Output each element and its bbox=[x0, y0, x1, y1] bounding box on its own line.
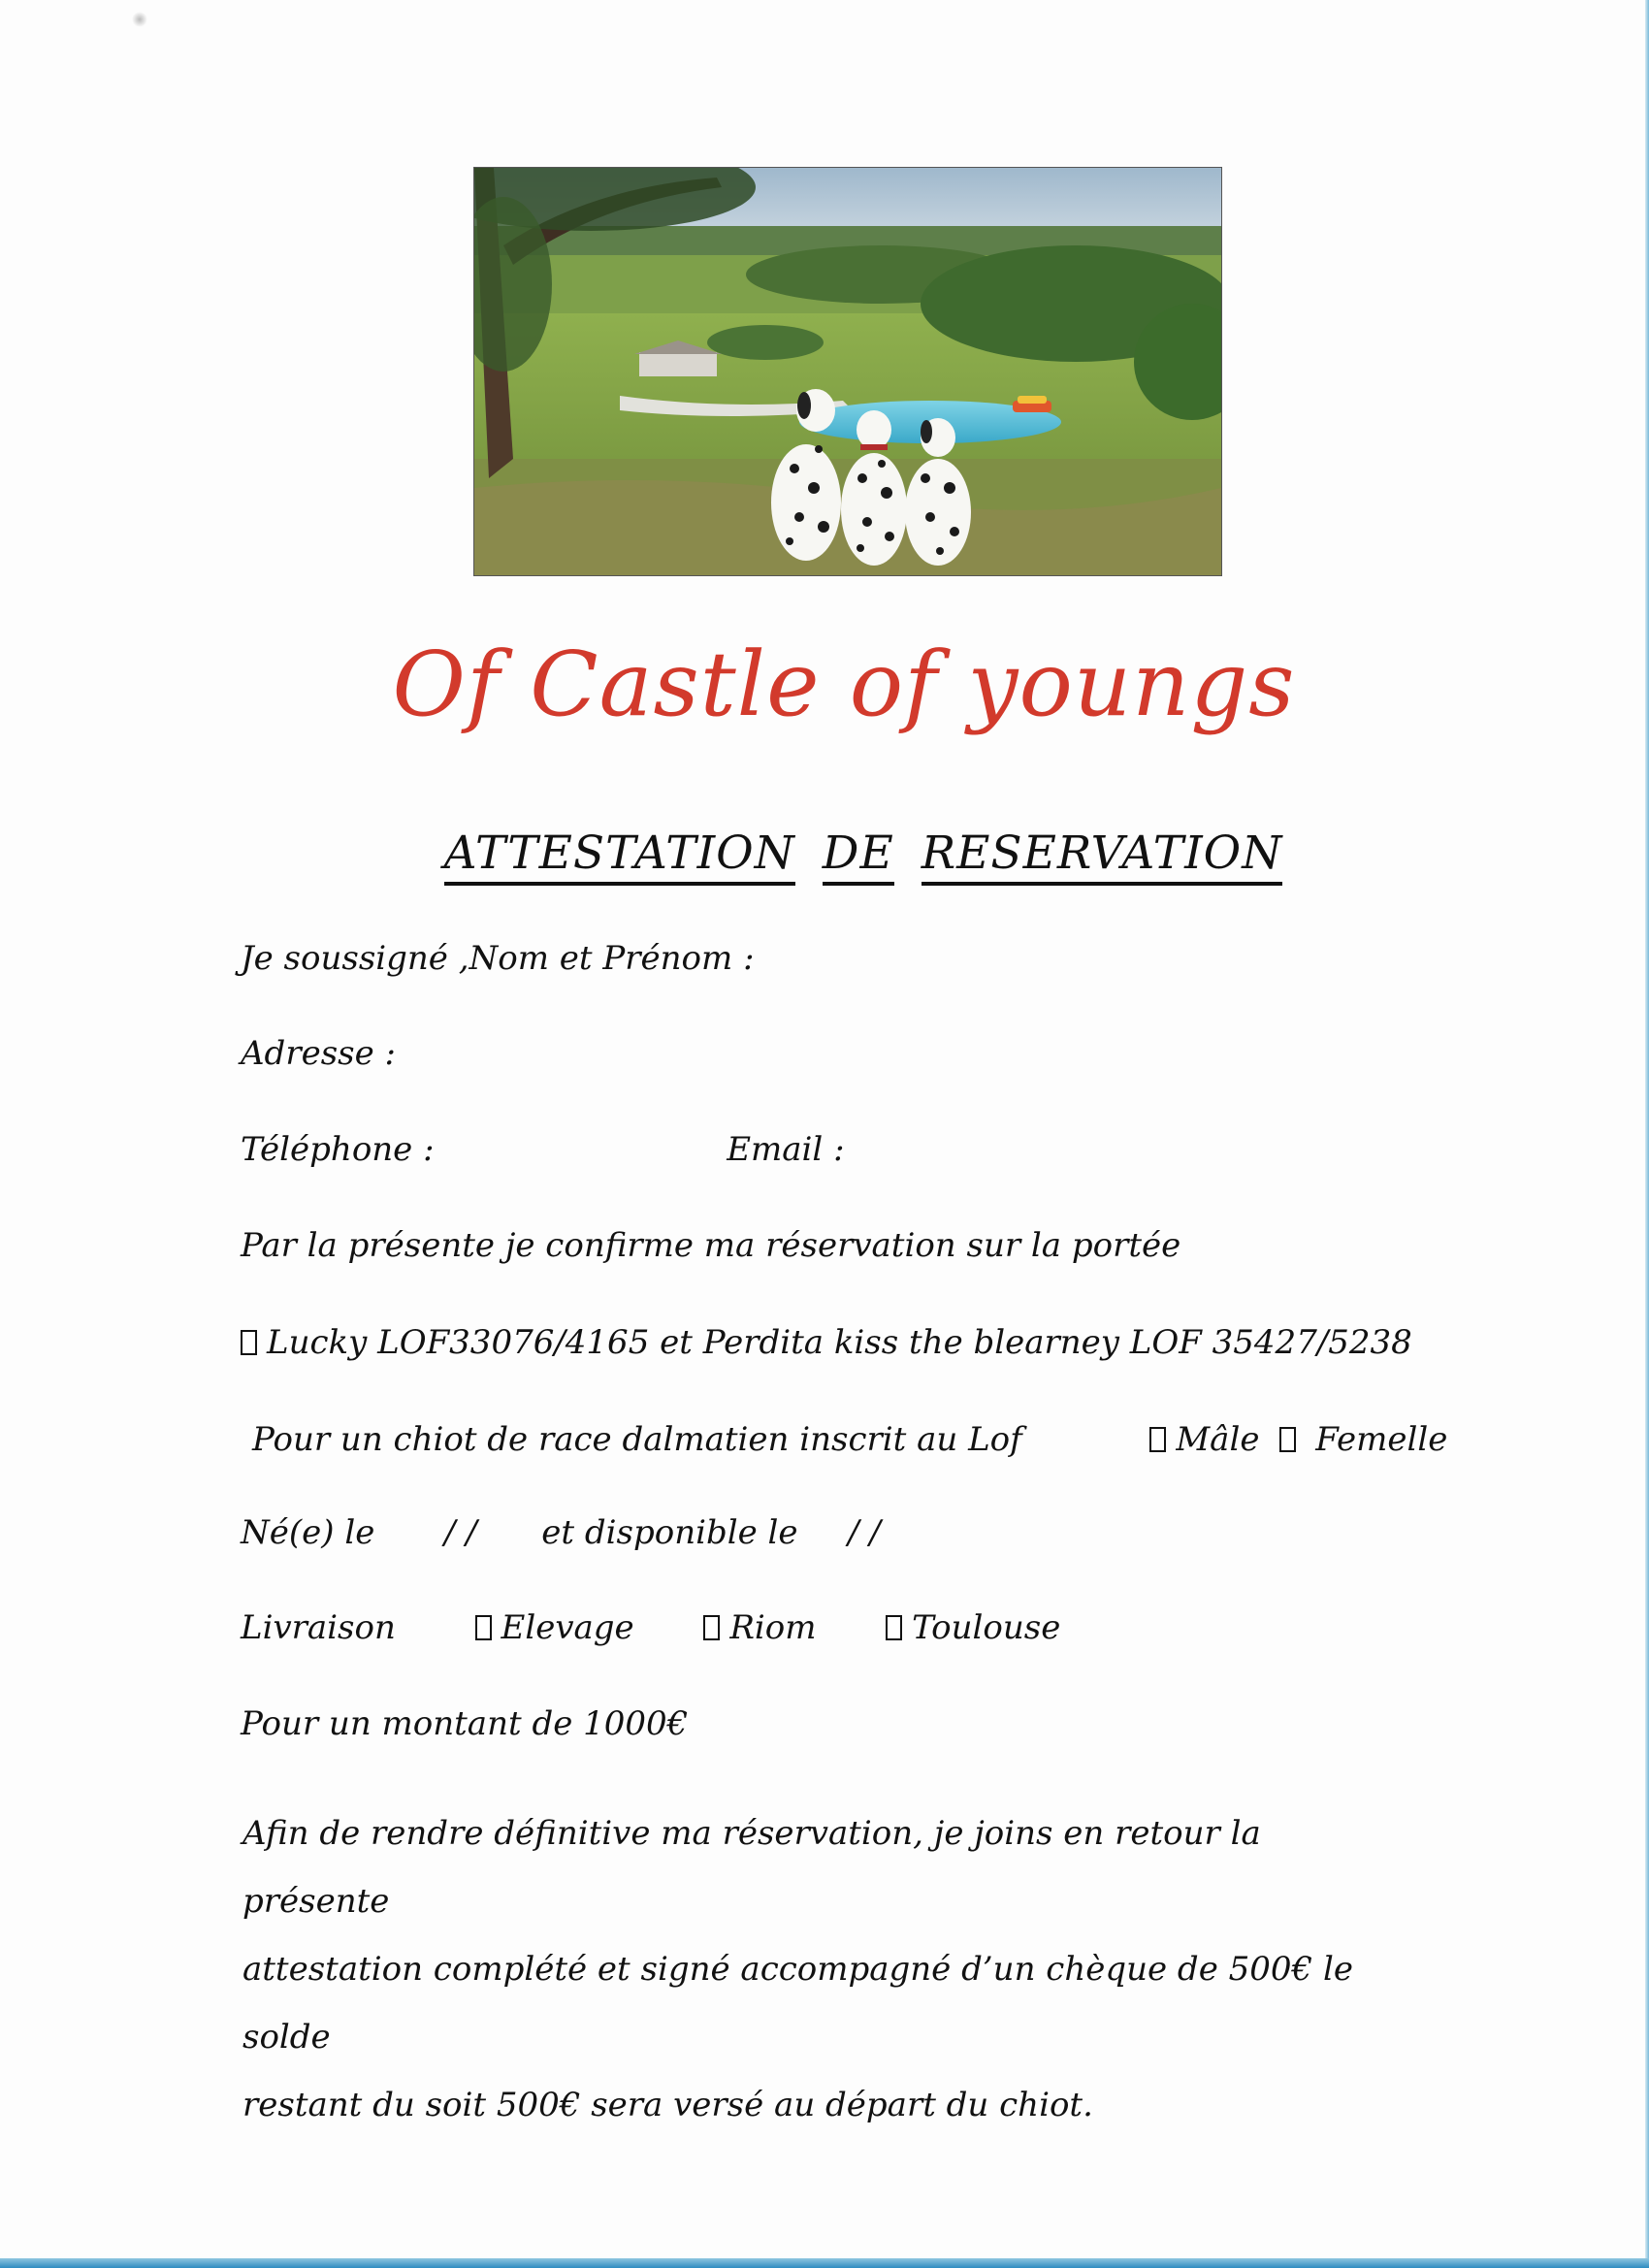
paragraph-line: attestation complété et signé accompagné d’un chèque de 500€ le solde bbox=[242, 1950, 1353, 2057]
email-field-label: Email : bbox=[727, 1130, 845, 1169]
born-date-slashes: / / bbox=[443, 1513, 477, 1552]
delivery-option-riom: Riom bbox=[729, 1608, 817, 1647]
female-checkbox[interactable] bbox=[1279, 1427, 1296, 1452]
puppy-row bbox=[252, 1420, 1447, 1460]
document-heading bbox=[427, 826, 1300, 881]
delivery-option-toulouse: Toulouse bbox=[912, 1608, 1061, 1647]
delivery-toulouse-checkbox[interactable] bbox=[886, 1615, 902, 1640]
delivery-label: Livraison bbox=[241, 1608, 396, 1647]
final-paragraph bbox=[242, 1799, 1406, 2139]
address-field-label: Adresse : bbox=[241, 1034, 396, 1073]
female-label: Femelle bbox=[1315, 1420, 1448, 1459]
scan-edge-bottom bbox=[0, 2258, 1649, 2268]
litter-text: Lucky LOF33076/4165 et Perdita kiss the blearney LOF 35427/5238 bbox=[267, 1323, 1412, 1362]
name-field-label: Je soussigné ,Nom et Prénom : bbox=[241, 939, 755, 978]
heading-word: ATTESTATION bbox=[444, 826, 795, 886]
litter-checkbox[interactable] bbox=[241, 1330, 257, 1355]
amount-text: Pour un montant de 1000€ bbox=[241, 1704, 689, 1743]
delivery-option-elevage: Elevage bbox=[501, 1608, 634, 1647]
male-label: Mâle bbox=[1176, 1420, 1260, 1459]
confirm-text: Par la présente je confirme ma réservation sur la portée bbox=[241, 1226, 1181, 1265]
heading-word: RESERVATION bbox=[922, 826, 1283, 886]
scan-edge-right bbox=[1645, 0, 1649, 2268]
male-checkbox[interactable] bbox=[1149, 1427, 1166, 1452]
puppy-text: Pour un chiot de race dalmatien inscrit au Lof bbox=[252, 1420, 1022, 1459]
delivery-riom-checkbox[interactable] bbox=[703, 1615, 720, 1640]
phone-field-label: Téléphone : bbox=[241, 1130, 435, 1169]
scan-smudge bbox=[132, 12, 147, 27]
brand-title: Of Castle of youngs bbox=[392, 632, 1296, 736]
heading-word: DE bbox=[823, 826, 894, 886]
paragraph-line: Afin de rendre définitive ma réservation, je joins en retour la présente bbox=[242, 1814, 1261, 1921]
born-label: Né(e) le bbox=[241, 1513, 375, 1552]
dalmatians-garden-photo bbox=[473, 167, 1222, 576]
delivery-elevage-checkbox[interactable] bbox=[475, 1615, 492, 1640]
available-date-slashes: / / bbox=[848, 1513, 881, 1552]
delivery-row bbox=[241, 1608, 1060, 1648]
available-label: et disponible le bbox=[541, 1513, 798, 1552]
dates-row bbox=[241, 1513, 881, 1553]
phone-email-row bbox=[241, 1130, 845, 1170]
paragraph-line: restant du soit 500€ sera versé au départ du chiot. bbox=[242, 2086, 1093, 2124]
litter-row bbox=[241, 1323, 1412, 1363]
